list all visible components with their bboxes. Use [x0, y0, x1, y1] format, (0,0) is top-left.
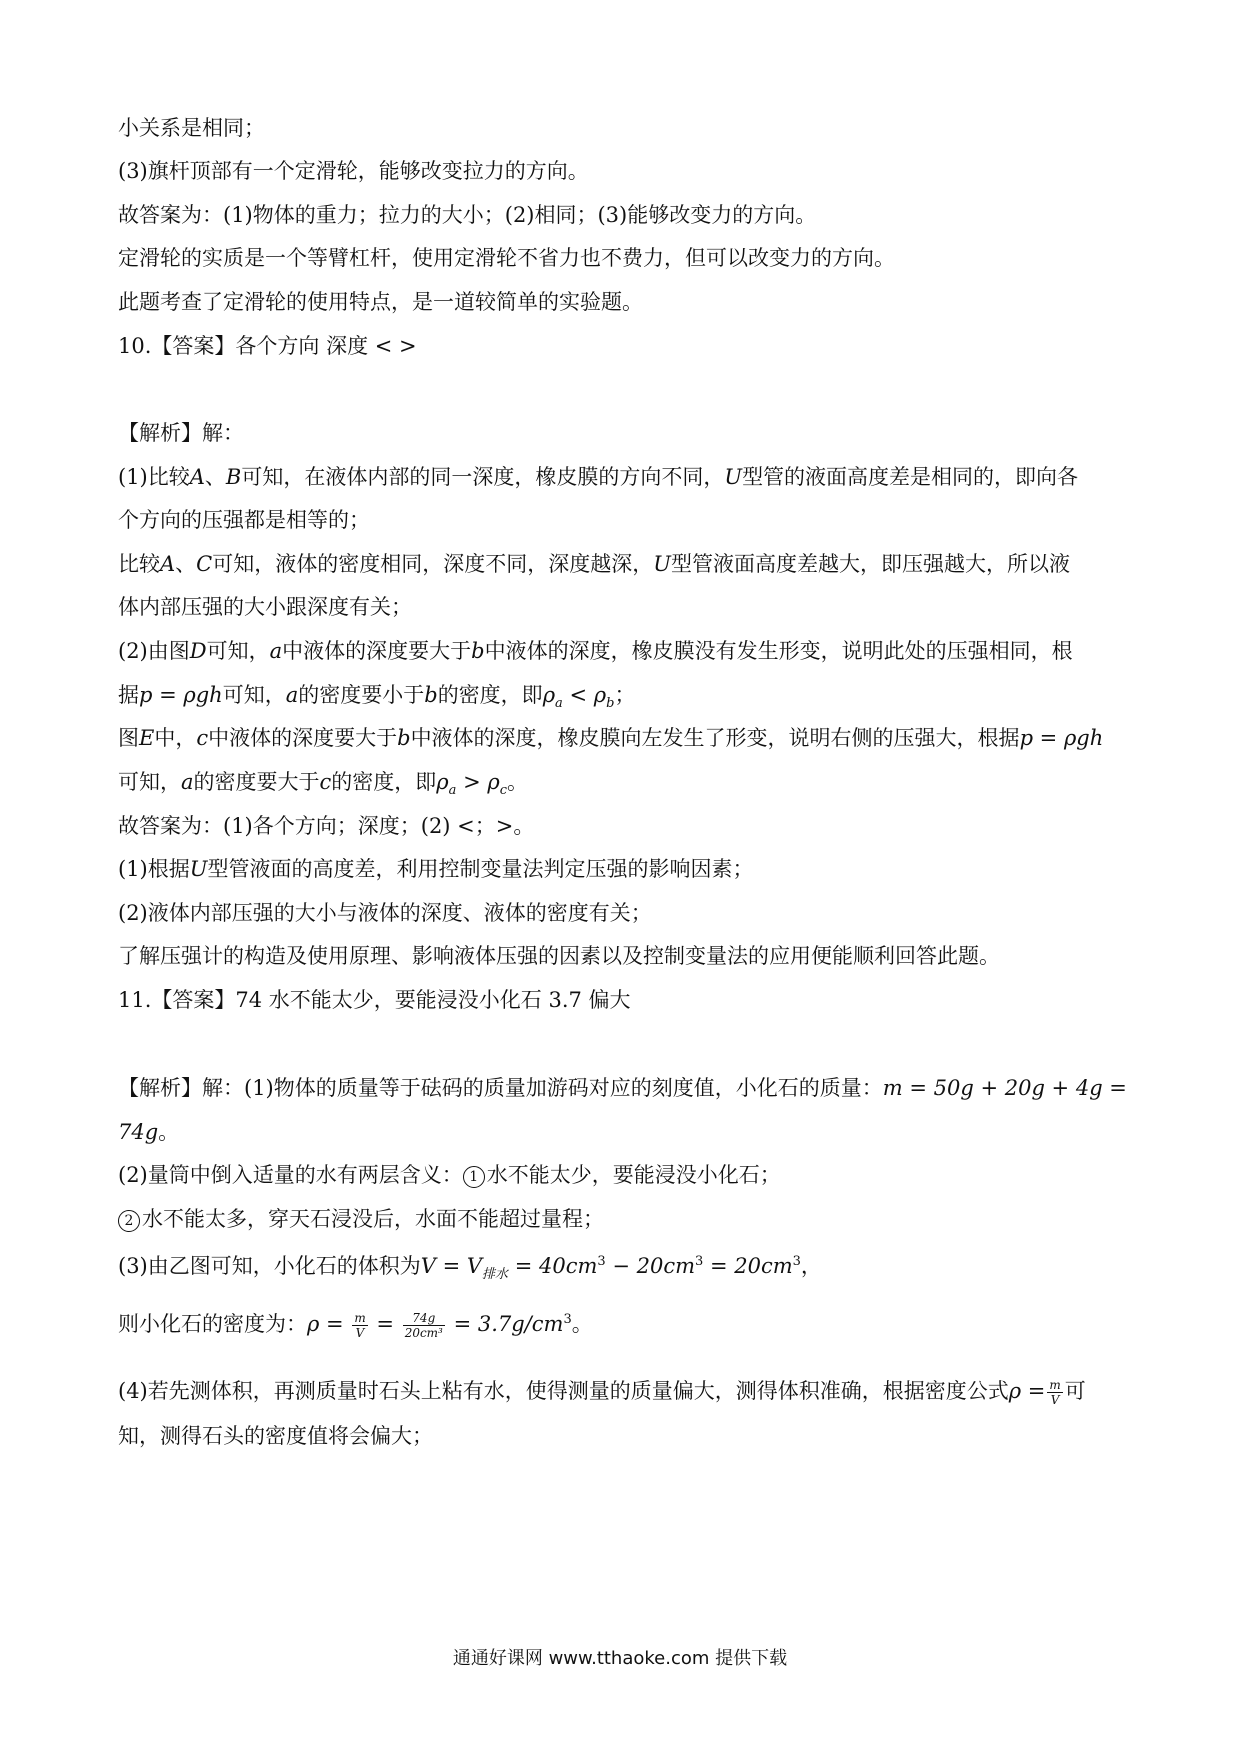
math: c	[196, 726, 209, 750]
text: 此题考查了定滑轮的使用特点，是一道较简单的实验题。	[118, 290, 643, 314]
text: (2)量筒中倒入适量的水有两层含义：	[118, 1163, 463, 1187]
text: 可知，	[118, 770, 181, 794]
text: (2)液体内部压强的大小与液体的深度、液体的密度有关；	[118, 901, 652, 925]
math: ρ	[542, 683, 556, 707]
text: 了解压强计的构造及使用原理、影响液体压强的因素以及控制变量法的应用便能顺利回答此题。	[118, 944, 1000, 968]
text: (2)由图	[118, 639, 190, 663]
superscript: 3	[597, 1254, 606, 1269]
text: ，	[800, 1254, 822, 1278]
formula: 74g	[118, 1120, 159, 1144]
math: a	[181, 770, 194, 794]
text-line	[118, 1117, 1128, 1147]
text-line	[118, 243, 1128, 273]
text: 的密度，即	[437, 683, 543, 707]
math: U	[724, 465, 743, 489]
text-line	[118, 592, 1128, 622]
fraction	[1047, 1378, 1062, 1407]
text: 可知，在液体内部的同一深度，橡皮膜的方向不同，	[241, 465, 725, 489]
fraction	[403, 1311, 445, 1340]
text: 。	[158, 1120, 180, 1144]
text-line	[118, 1376, 1128, 1407]
formula: ρ =	[1008, 1379, 1046, 1403]
formula: p = ρgh	[139, 683, 223, 707]
text: 可知，	[206, 639, 270, 663]
math: a	[269, 639, 283, 663]
text-line	[118, 811, 1128, 841]
formula: = 40cm	[508, 1254, 598, 1278]
text-line	[118, 549, 1128, 579]
math: E	[139, 726, 155, 750]
subscript: 排水	[482, 1267, 509, 1283]
text: 知，测得石头的密度值将会偏大；	[118, 1424, 433, 1448]
text: 中液体的深度，橡皮膜没有发生形变，说明此处的压强相同，根	[484, 639, 1073, 663]
superscript: 3	[792, 1254, 801, 1269]
text-line	[118, 1073, 1128, 1103]
answer-11-line	[118, 985, 1128, 1015]
text: 则小化石的密度为：	[118, 1312, 307, 1336]
text: 定滑轮的实质是一个等臂杠杆，使用定滑轮不省力也不费力，但可以改变力的方向。	[118, 246, 895, 270]
text-line	[118, 156, 1128, 186]
math: c	[319, 770, 332, 794]
text: 11.【答案】74 水不能太少，要能浸没小化石 3.7 偏大	[118, 988, 631, 1012]
numerator: 74g	[403, 1311, 445, 1326]
formula: m = 50g + 20g + 4g =	[882, 1076, 1127, 1100]
numerator: m	[354, 1311, 366, 1325]
text-line	[118, 505, 1128, 535]
text: 的密度要小于	[298, 683, 425, 707]
text: (1)比较	[118, 465, 190, 489]
text: 据	[118, 683, 139, 707]
math: a	[285, 683, 299, 707]
text: 小关系是相同；	[118, 116, 265, 140]
text-line	[118, 636, 1128, 666]
text: 可知，液体的密度相同，深度不同，深度越深，	[212, 552, 654, 576]
math: > ρ	[456, 770, 500, 794]
superscript: 3	[695, 1254, 704, 1269]
text: 【解析】解：(1)物体的质量等于砝码的质量加游码对应的刻度值，小化石的质量：	[118, 1076, 883, 1100]
text-line	[118, 462, 1128, 492]
text: 、	[175, 552, 197, 576]
math: b	[471, 639, 485, 663]
text: 水不能太少，要能浸没小化石；	[486, 1163, 781, 1187]
text: 个方向的压强都是相等的；	[118, 508, 370, 532]
math: U	[189, 857, 208, 881]
math: < ρ	[562, 683, 607, 707]
text: 型管液面高度差越大，即压强越大，所以液	[670, 552, 1070, 576]
superscript: 3	[563, 1312, 572, 1327]
text-line	[118, 1309, 1128, 1340]
text-line	[118, 1421, 1128, 1451]
text-line	[118, 898, 1128, 928]
math: D	[189, 639, 207, 663]
text: 故答案为：(1)各个方向；深度；(2) <；>。	[118, 814, 535, 838]
text: 可知，	[222, 683, 286, 707]
formula: − 20cm	[605, 1254, 696, 1278]
subscript: a	[448, 783, 457, 799]
text: 中液体的深度，橡皮膜向左发生了形变，说明右侧的压强大，根据	[410, 726, 1020, 750]
text: (1)根据	[118, 857, 190, 881]
text: 中，	[154, 726, 197, 750]
text-line	[118, 1251, 1128, 1281]
math: A	[189, 465, 205, 489]
text: (3)旗杆顶部有一个定滑轮，能够改变拉力的方向。	[118, 159, 589, 183]
circled-number: 1	[463, 1166, 485, 1188]
circled-number: 2	[118, 1210, 140, 1232]
text-line	[118, 1160, 1128, 1190]
text: 体内部压强的大小跟深度有关；	[118, 595, 412, 619]
text: 型管的液面高度差是相同的，即向各	[742, 465, 1079, 489]
text-line	[118, 767, 1128, 797]
text-line	[118, 200, 1128, 230]
math: ρ	[436, 770, 449, 794]
numerator: m	[1049, 1378, 1061, 1392]
text: 图	[118, 726, 139, 750]
text: 的密度，即	[331, 770, 437, 794]
page-footer: 通通好课网 www.tthaoke.com 提供下载	[452, 1648, 788, 1669]
fraction	[352, 1311, 367, 1340]
text: 。	[571, 1312, 593, 1336]
text: 、	[204, 465, 226, 489]
text: 。	[507, 770, 528, 794]
text: 中液体的深度要大于	[282, 639, 472, 663]
text-line	[118, 723, 1128, 753]
text: 故答案为：(1)物体的重力；拉力的大小；(2)相同；(3)能够改变力的方向。	[118, 203, 817, 227]
text-line	[118, 680, 1128, 710]
denominator: 20cm³	[404, 1326, 443, 1340]
denominator: V	[355, 1326, 365, 1340]
text: 可	[1064, 1379, 1086, 1403]
math: U	[653, 552, 671, 576]
text-line	[118, 941, 1128, 971]
text: 比较	[118, 552, 160, 576]
text: (4)若先测体积，再测质量时石头上粘有水，使得测量的质量偏大，测得体积准确，根据密度公式	[118, 1379, 1009, 1403]
text-line	[118, 854, 1128, 884]
math: b	[397, 726, 411, 750]
subscript: c	[499, 783, 507, 799]
text-line	[118, 113, 1128, 143]
denominator: V	[1050, 1393, 1060, 1407]
text: ；	[614, 683, 636, 707]
subscript: a	[555, 696, 563, 712]
subscript: b	[606, 696, 615, 712]
text: 型管液面的高度差，利用控制变量法判定压强的影响因素；	[207, 857, 754, 881]
formula: = 20cm	[703, 1254, 793, 1278]
math: b	[424, 683, 438, 707]
text: 【解析】解：	[118, 421, 244, 445]
analysis-heading	[118, 418, 1128, 448]
math: C	[196, 552, 213, 576]
text-line	[118, 287, 1128, 317]
text: 水不能太多，穿天石浸没后，水面不能超过量程；	[142, 1207, 604, 1231]
formula: ρ =	[307, 1312, 344, 1336]
formula: p = ρgh	[1019, 726, 1104, 750]
text: 10.【答案】各个方向 深度 < >	[118, 334, 417, 358]
text-line	[118, 1204, 1128, 1234]
text: 的密度要大于	[193, 770, 320, 794]
formula: =	[376, 1312, 394, 1336]
text: 中液体的深度要大于	[208, 726, 398, 750]
text: (3)由乙图可知，小化石的体积为	[118, 1254, 421, 1278]
formula: = 3.7g/cm	[453, 1312, 564, 1336]
formula: V = V	[420, 1254, 483, 1278]
math: A	[160, 552, 176, 576]
answer-10-line	[118, 331, 1128, 361]
math: B	[225, 465, 242, 489]
